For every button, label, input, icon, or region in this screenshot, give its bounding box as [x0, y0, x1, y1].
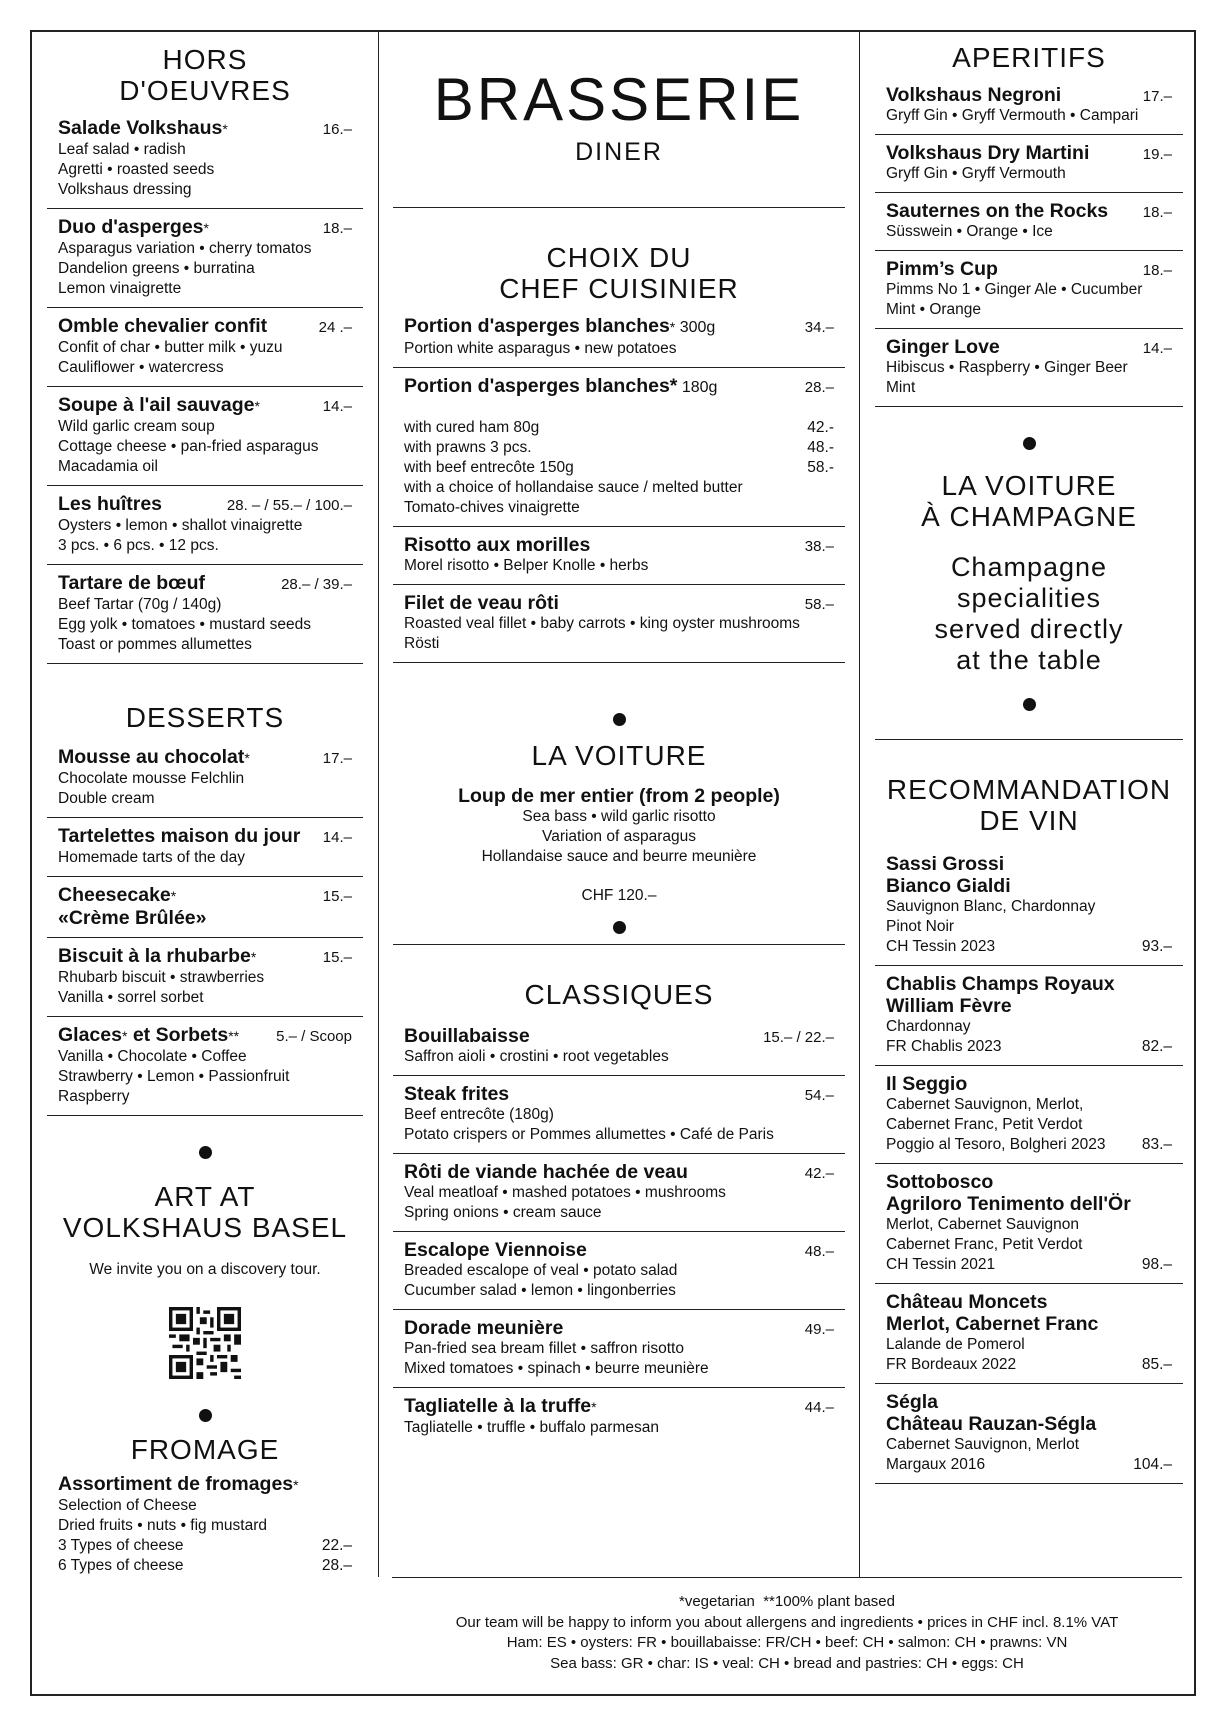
footer-origins: Ham: ES • oysters: FR • bouillabaisse: FR/CH • beef: CH • salmon: CH • prawns: VN — [506, 1634, 1068, 1651]
desserts-title: DESSERTS — [125, 702, 285, 733]
champagne-text: Champagne specialities served directly at the table — [934, 552, 1124, 675]
addon-line: with cured ham 80g 42.- — [404, 419, 834, 436]
footer-allergens: Our team will be happy to inform you about allergens and ingredients • prices in CHF incl. 8.1% VAT — [455, 1613, 1119, 1631]
brand-subtitle: DINER — [575, 138, 663, 166]
footer-origins: Sea bass: GR • char: IS • veal: CH • bread and pastries: CH • eggs: CH — [550, 1654, 1024, 1672]
fromage-option: 6 Types of cheese 28.– — [58, 1557, 352, 1574]
menu-item: Glaces* et Sorbets** 5.– / Scoop Vanilla • Chocolate • Coffee Strawberry • Lemon • Passionfruit Raspberry — [47, 1017, 363, 1116]
wine-item: Sottobosco Agriloro Tenimento dell'Ör Merlot, Cabernet Sauvignon Cabernet Franc, Petit Verdot CH Tessin 2021 98.– — [875, 1164, 1183, 1284]
left-column — [32, 32, 378, 1576]
menu-item: Salade Volkshaus* 16.– Leaf salad • radish Agretti • roasted seeds Volkshaus dressing — [47, 110, 363, 209]
menu-item: Risotto aux morilles 38.– Morel risotto • Belper Knolle • herbs — [393, 527, 845, 585]
voiture-section: LA VOITURE Loup de mer entier (from 2 people) Sea bass • wild garlic risotto Variation of asparagus Hollandaise sauce and beurre meunière CHF 120.– — [458, 740, 780, 904]
menu-item: Volkshaus Negroni 17.– Gryff Gin • Gryff Vermouth • Campari — [875, 77, 1183, 135]
wine-item: Chablis Champs Royaux William Fèvre Chardonnay FR Chablis 2023 82.– — [875, 966, 1183, 1066]
addon-line: with beef entrecôte 150g 58.- — [404, 459, 834, 476]
menu-item: Dorade meunière 49.– Pan-fried sea bream fillet • saffron risotto Mixed tomatoes • spinach • beurre meunière — [393, 1310, 845, 1388]
bullet-dot-icon — [1023, 437, 1036, 450]
menu-item: Rôti de viande hachée de veau 42.– Veal meatloaf • mashed potatoes • mushrooms Spring onions • cream sauce — [393, 1154, 845, 1232]
classiques-title: CLASSIQUES — [524, 979, 714, 1010]
brand-title: BRASSERIE — [433, 66, 805, 133]
menu-item: Cheesecake* 15.– «Crème Brûlée» — [47, 877, 363, 938]
addon-line: with prawns 3 pcs. 48.- — [404, 439, 834, 456]
bullet-dot-icon — [613, 921, 626, 934]
fromage-title: FROMAGE — [130, 1434, 280, 1465]
menu-item: Duo d'asperges* 18.– Asparagus variation • cherry tomatos Dandelion greens • burratina Lemon vinaigrette — [47, 209, 363, 308]
bullet-dot-icon — [199, 1146, 212, 1159]
footer-legend: *vegetarian **100% plant based — [679, 1593, 895, 1610]
menu-item: Pimm’s Cup 18.– Pimms No 1 • Ginger Ale • Cucumber Mint • Orange — [875, 251, 1183, 329]
menu-item: Bouillabaisse 15.– / 22.– Saffron aioli • crostini • root vegetables — [393, 1018, 845, 1076]
menu-item: Biscuit à la rhubarbe* 15.– Rhubarb biscuit • strawberries Vanilla • sorrel sorbet — [47, 938, 363, 1017]
menu-item: Tartelettes maison du jour 14.– Homemade tarts of the day — [47, 818, 363, 877]
menu-item: Ginger Love 14.– Hibiscus • Raspberry • Ginger Beer Mint — [875, 329, 1183, 407]
art-text: We invite you on a discovery tour. — [89, 1261, 321, 1278]
qr-code-icon[interactable] — [169, 1307, 241, 1379]
menu-item: Les huîtres 28. – / 55.– / 100.– Oysters • lemon • shallot vinaigrette 3 pcs. • 6 pcs. • 12 pcs. — [47, 486, 363, 565]
menu-item: Volkshaus Dry Martini 19.– Gryff Gin • Gryff Vermouth — [875, 135, 1183, 193]
menu-item: Filet de veau rôti 58.– Roasted veal fillet • baby carrots • king oyster mushrooms Rösti — [393, 585, 845, 663]
bullet-dot-icon — [199, 1409, 212, 1422]
fromage-option: 3 Types of cheese 22.– — [58, 1537, 352, 1554]
footer — [378, 1577, 1198, 1696]
chef-title: CHOIX DU CHEF CUISINIER — [499, 242, 739, 304]
middle-column — [378, 32, 860, 1577]
menu-item: Omble chevalier confit 24 .– Confit of char • butter milk • yuzu Cauliflower • watercress — [47, 308, 363, 387]
wine-item: Il Seggio Cabernet Sauvignon, Merlot, Cabernet Franc, Petit Verdot Poggio al Tesoro, Bolgheri 2023 83.– — [875, 1066, 1183, 1164]
bullet-dot-icon — [1023, 698, 1036, 711]
wine-item: Ségla Château Rauzan-Ségla Cabernet Sauvignon, Merlot Margaux 2016 104.– — [875, 1384, 1183, 1484]
champagne-title: LA VOITURE À CHAMPAGNE — [921, 470, 1137, 532]
hors-title: HORS D'OEUVRES — [119, 44, 291, 106]
menu-item: Steak frites 54.– Beef entrecôte (180g) Potato crispers or Pommes allumettes • Café de Paris — [393, 1076, 845, 1154]
menu-item: Portion d'asperges blanches* 180g 28.– with cured ham 80g 42.- with prawns 3 pcs. 48.- with beef entrecôte 150g 58.- with a choice of hollandaise sauce / melted butter Tomato-chives vinaigrette — [393, 368, 845, 527]
menu-item: Sauternes on the Rocks 18.– Süsswein • Orange • Ice — [875, 193, 1183, 251]
wine-item: Sassi Grossi Bianco Gialdi Sauvignon Blanc, Chardonnay Pinot Noir CH Tessin 2023 93.– — [875, 846, 1183, 966]
aperitifs-title: APERITIFS — [952, 42, 1106, 73]
bullet-dot-icon — [613, 713, 626, 726]
vin-title: RECOMMANDATION DE VIN — [886, 774, 1172, 836]
fromage-item: Assortiment de fromages* Selection of Cheese Dried fruits • nuts • fig mustard 3 Types of cheese 22.– 6 Types of cheese 28.– — [58, 1473, 352, 1574]
menu-item: Soupe à l'ail sauvage* 14.– Wild garlic cream soup Cottage cheese • pan-fried asparagus Macadamia oil — [47, 387, 363, 486]
menu-item: Portion d'asperges blanches* 300g 34.– Portion white asparagus • new potatoes — [393, 308, 845, 368]
right-column — [860, 32, 1198, 1484]
menu-item: Tartare de bœuf 28.– / 39.– Beef Tartar (70g / 140g) Egg yolk • tomatoes • mustard seeds Toast or pommes allumettes — [47, 565, 363, 664]
art-title: ART AT VOLKSHAUS BASEL — [62, 1181, 348, 1243]
menu-item: Mousse au chocolat* 17.– Chocolate mousse Felchlin Double cream — [47, 739, 363, 818]
menu-item: Escalope Viennoise 48.– Breaded escalope of veal • potato salad Cucumber salad • lemon • lingonberries — [393, 1232, 845, 1310]
wine-item: Château Moncets Merlot, Cabernet Franc Lalande de Pomerol FR Bordeaux 2022 85.– — [875, 1284, 1183, 1384]
menu-item: Tagliatelle à la truffe* 44.– Tagliatelle • truffle • buffalo parmesan — [404, 1395, 834, 1436]
menu-frame — [30, 30, 1196, 1696]
